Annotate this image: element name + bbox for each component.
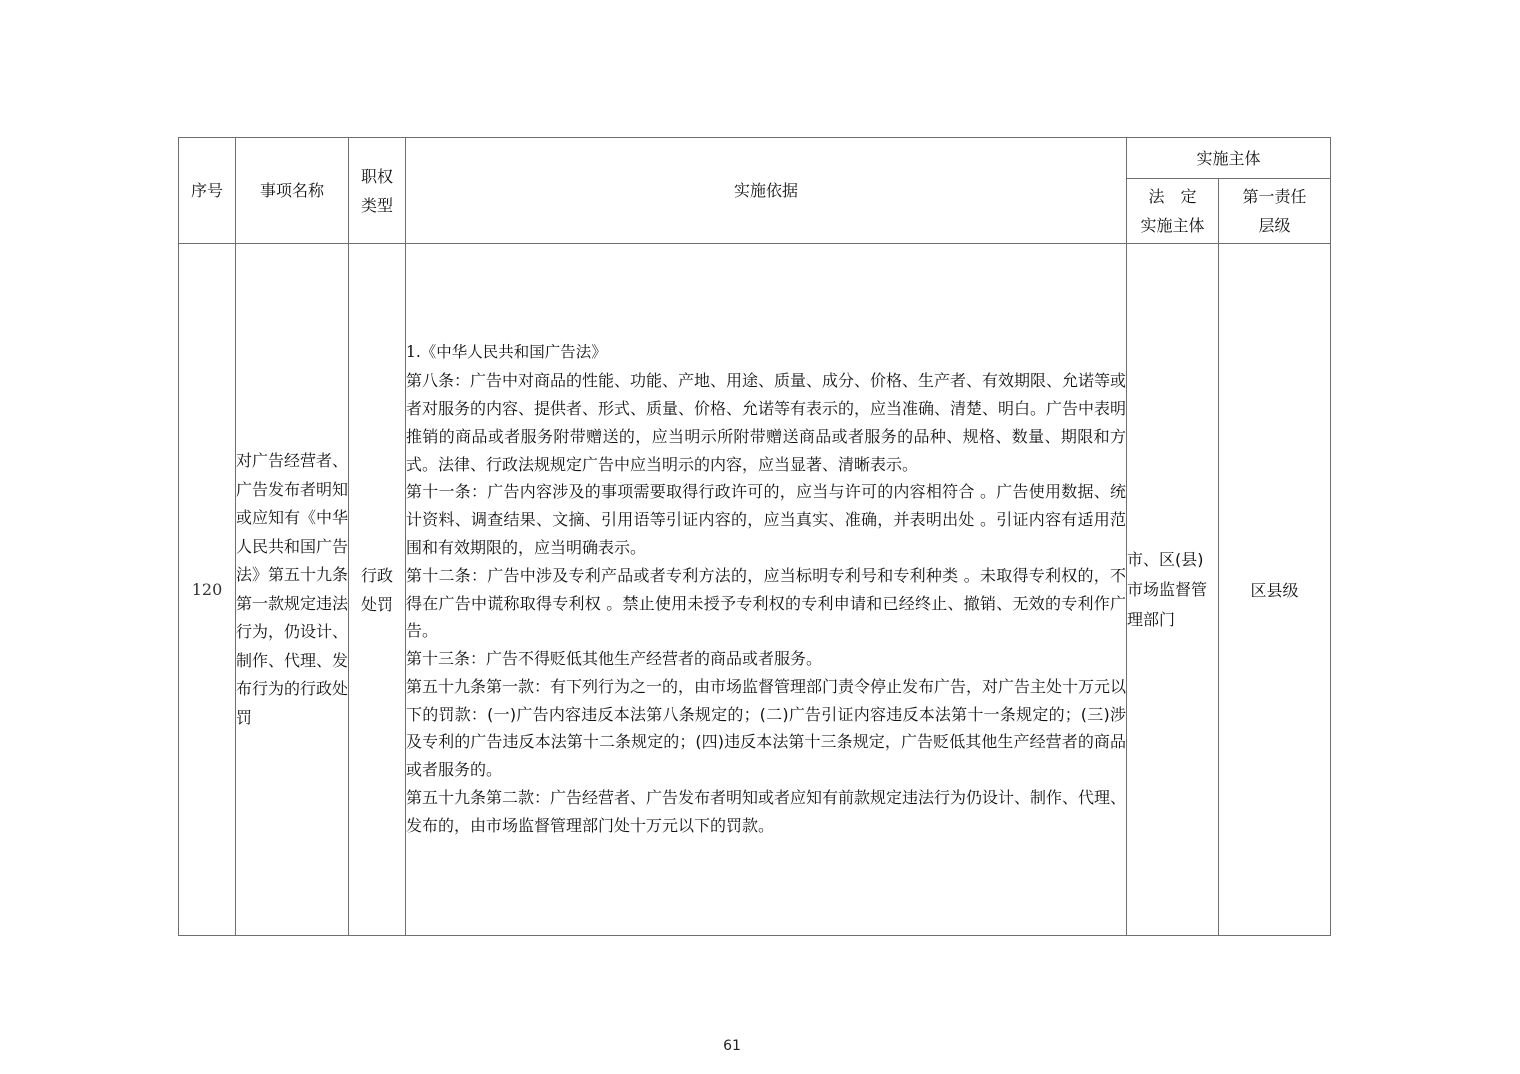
basis-article-59-1: 第五十九条第一款：有下列行为之一的，由市场监督管理部门责令停止发布广告，对广告主处十万元以下的罚款：(一)广告内容违反本法第八条规定的；(二)广告引证内容违反本法第十一条规定的；(三)涉及专利的广告违反本法第十二条规定的；(四)违反本法第十三条规定，广告贬低其他生产经营者的商品或者服务的。 [406,676,1127,780]
header-subject: 实施主体 [1127,138,1331,179]
header-basis: 实施依据 [406,138,1127,244]
row-power-type [349,244,406,936]
header-legal-subject-line1: 法 定 [1148,187,1197,206]
header-power-type [349,138,406,244]
basis-article-12: 第十二条：广告中涉及专利产品或者专利方法的，应当标明专利号和专利种类 。未取得专利权的，不得在广告中谎称取得专利权 。禁止使用未授予专利权的专利申请和已经终止、撤销、无效的专利作广告。 [406,565,1126,641]
header-first-level-line1: 第一责任 [1242,187,1307,206]
header-first-level-line2: 层级 [1258,216,1291,235]
row-seq: 120 [179,244,236,936]
header-seq: 序号 [179,138,236,244]
row-power-type-line2: 处罚 [360,594,393,614]
header-legal-subject-line2: 实施主体 [1140,216,1205,235]
row-power-type-line1: 行政 [360,565,393,585]
row-basis [406,244,1127,936]
table-row [179,244,1331,936]
header-power-type-line1: 职权 [360,166,393,186]
header-item-name: 事项名称 [236,138,349,244]
basis-article-13: 第十三条：广告不得贬低其他生产经营者的商品或者服务。 [406,649,823,669]
row-item-name: 对广告经营者、广告发布者明知或应知有《中华人民共和国广告法》第五十九条第一款规定违法行为，仍设计、制作、代理、发布行为的行政处罚 [236,244,349,936]
row-legal-subject: 市、区(县)市场监督管理部门 [1127,244,1219,936]
row-first-level: 区县级 [1219,244,1331,936]
basis-article-8: 第八条：广告中对商品的性能、功能、产地、用途、质量、成分、价格、生产者、有效期限、允诺等或者对服务的内容、提供者、形式、质量、价格、允诺等有表示的，应当准确、清楚、明白。广告中表明推销的商品或者服务附带赠送的，应当明示所附带赠送商品或者服务的品种、规格、数量、期限和方式。法律、行政法规规定广告中应当明示的内容，应当显著、清晰表示。 [406,371,1127,474]
power-list-table [178,137,1331,936]
header-legal-subject [1127,179,1219,244]
page-number: 61 [723,1038,741,1054]
header-power-type-line2: 类型 [360,195,393,215]
basis-article-11: 第十一条：广告内容涉及的事项需要取得行政许可的，应当与许可的内容相符合 。广告使用数据、统计资料、调查结果、文摘、引用语等引证内容的，应当真实、准确，并表明出处 。引证内容有适用范围和有效期限的，应当明确表示。 [406,482,1126,557]
basis-article-59-2: 第五十九条第二款：广告经营者、广告发布者明知或者应知有前款规定违法行为仍设计、制作、代理、发布的，由市场监督管理部门处十万元以下的罚款。 [406,788,1127,835]
basis-law-title: 1.《中华人民共和国广告法》 [406,343,607,362]
header-first-level [1219,179,1331,244]
